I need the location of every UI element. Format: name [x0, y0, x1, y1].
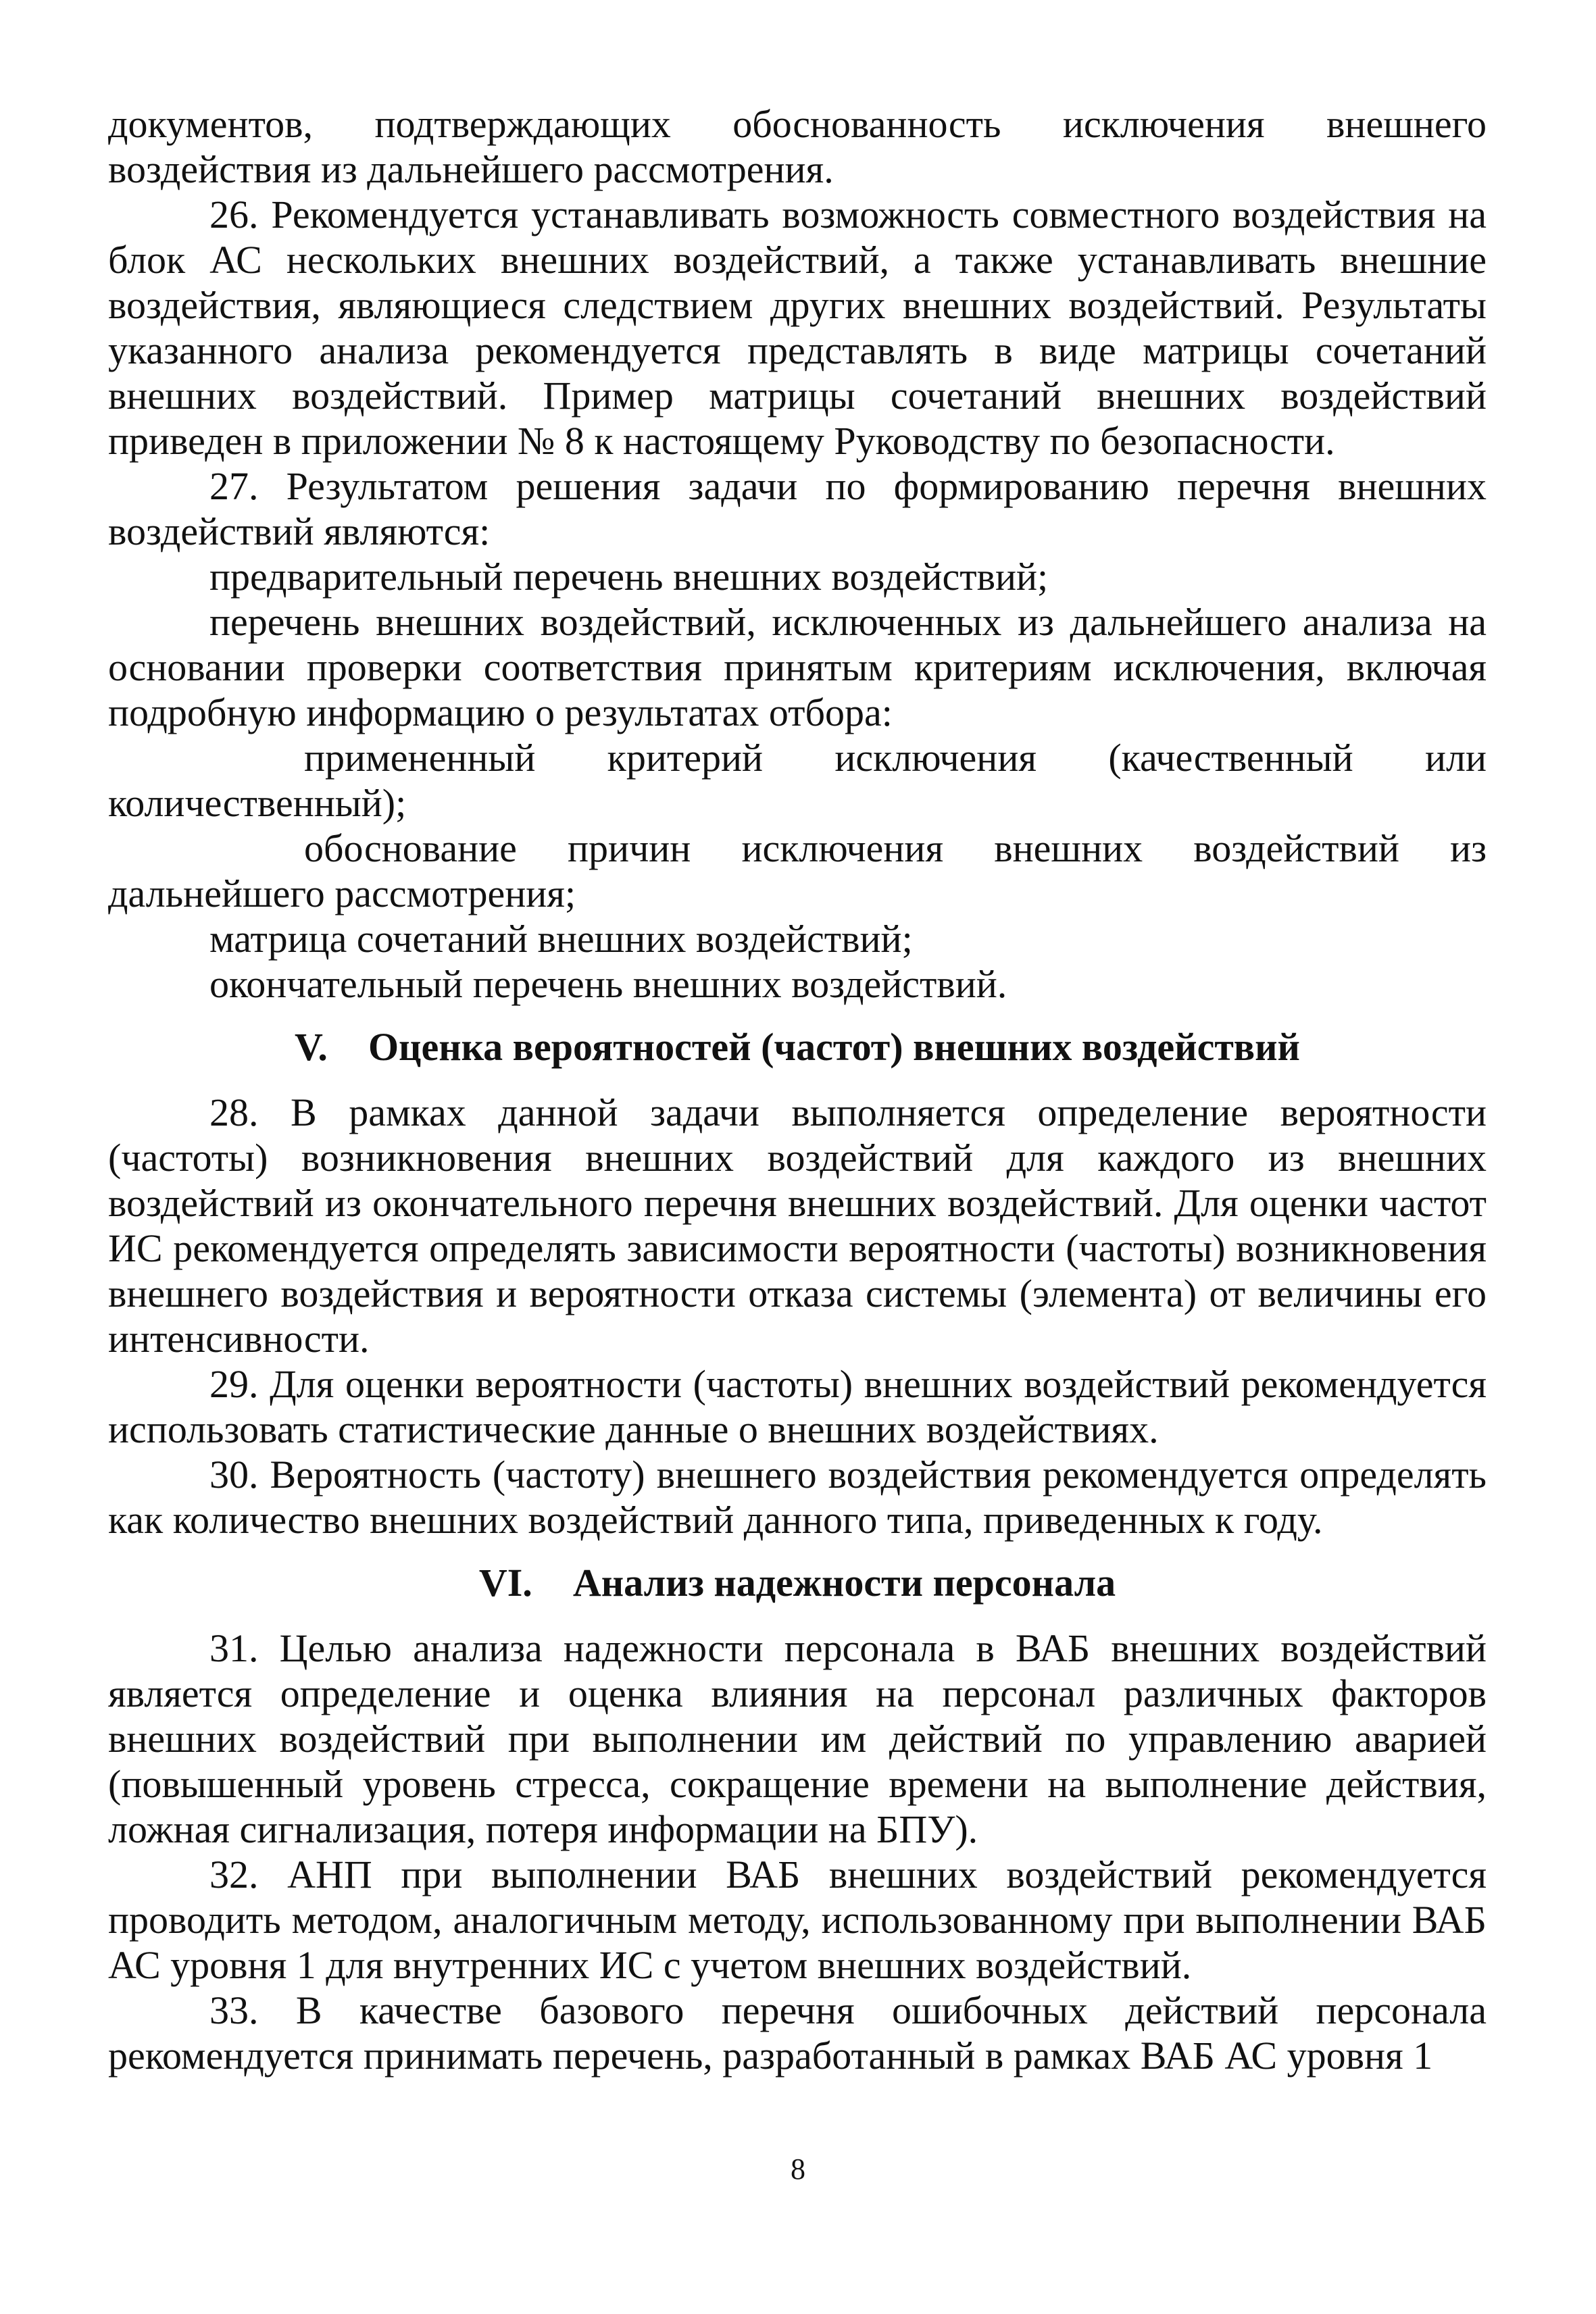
- paragraph-27-subitem-2-line-1: обоснование причин исключения внешних воздействий из: [304, 826, 1487, 870]
- page-number: 8: [791, 2153, 805, 2186]
- paragraph-30: 30. Вероятность (частоту) внешнего воздействия рекомендуется определять как количество внешних воздействий данного типа, приведенных к году.: [108, 1453, 1487, 1542]
- paragraph-27-item-3: матрица сочетаний внешних воздействий;: [209, 917, 913, 961]
- paragraph-26: 26. Рекомендуется устанавливать возможность совместного воздействия на блок АС нескольких внешних воздействий, а также устанавливать внешние воздействия, являющиеся следствием других внешних воздействий. Результаты указанного анализа рекомендуется представлять в виде матрицы сочетаний внешних воздействий. Пример матрицы сочетаний внешних воздействий приведен в приложении № 8 к настоящему Руководству по безопасности.: [108, 193, 1487, 463]
- paragraph-27-item-1: предварительный перечень внешних воздействий;: [209, 555, 1049, 599]
- section-6-number: VI.: [478, 1561, 532, 1605]
- paragraph-27: 27. Результатом решения задачи по формированию перечня внешних воздействий являются:: [108, 464, 1487, 553]
- section-6-title: Анализ надежности персонала: [572, 1561, 1116, 1605]
- paragraph-33-line-1: 33. В качестве базового перечня ошибочных действий персонала: [209, 1988, 1487, 2032]
- document-page: [108, 101, 1487, 2078]
- paragraph-31: 31. Целью анализа надежности персонала в ВАБ внешних воздействий является определение и оценка влияния на персонал различных факторов внешних воздействий при выполнении им действий по управлению аварией (повышенный уровень стресса, сокращение времени на выполнение действия, ложная сигнализация, потеря информации на БПУ).: [108, 1626, 1487, 1851]
- paragraph-28: 28. В рамках данной задачи выполняется определение вероятности (частоты) возникновения внешних воздействий для каждого из внешних воздействий из окончательного перечня внешних воздействий. Для оценки частот ИС рекомендуется определять зависимости вероятности (частоты) возникновения внешнего воздействия и вероятности отказа системы (элемента) от величины его интенсивности.: [108, 1090, 1487, 1361]
- paragraph-27-subitem-2-line-2: дальнейшего рассмотрения;: [108, 872, 576, 915]
- section-5-number: V.: [295, 1025, 328, 1069]
- section-6-heading: [108, 1560, 1487, 1605]
- continued-paragraph-line-2: воздействия из дальнейшего рассмотрения.: [108, 147, 834, 191]
- section-5-title: Оценка вероятностей (частот) внешних воздействий: [368, 1025, 1300, 1069]
- paragraph-32: 32. АНП при выполнении ВАБ внешних воздействий рекомендуется проводить методом, аналогичным методу, использованному при выполнении ВАБ АС уровня 1 для внутренних ИС с учетом внешних воздействий.: [108, 1853, 1487, 1987]
- paragraph-27-item-4: окончательный перечень внешних воздействий.: [209, 962, 1007, 1006]
- section-5-heading: [108, 1024, 1487, 1070]
- paragraph-27-subitem-1-line-2: количественный);: [108, 781, 407, 825]
- continued-paragraph-line-1: документов, подтверждающих обоснованность исключения внешнего: [108, 102, 1487, 146]
- paragraph-27-subitem-1-line-1: примененный критерий исключения (качественный или: [304, 736, 1487, 780]
- paragraph-29: 29. Для оценки вероятности (частоты) внешних воздействий рекомендуется использовать статистические данные о внешних воздействиях.: [108, 1362, 1487, 1451]
- paragraph-27-item-2: перечень внешних воздействий, исключенных из дальнейшего анализа на основании проверки соответствия принятым критериям исключения, включая подробную информацию о результатах отбора:: [108, 600, 1487, 734]
- paragraph-33-line-2: рекомендуется принимать перечень, разработанный в рамках ВАБ АС уровня 1: [108, 2034, 1433, 2078]
